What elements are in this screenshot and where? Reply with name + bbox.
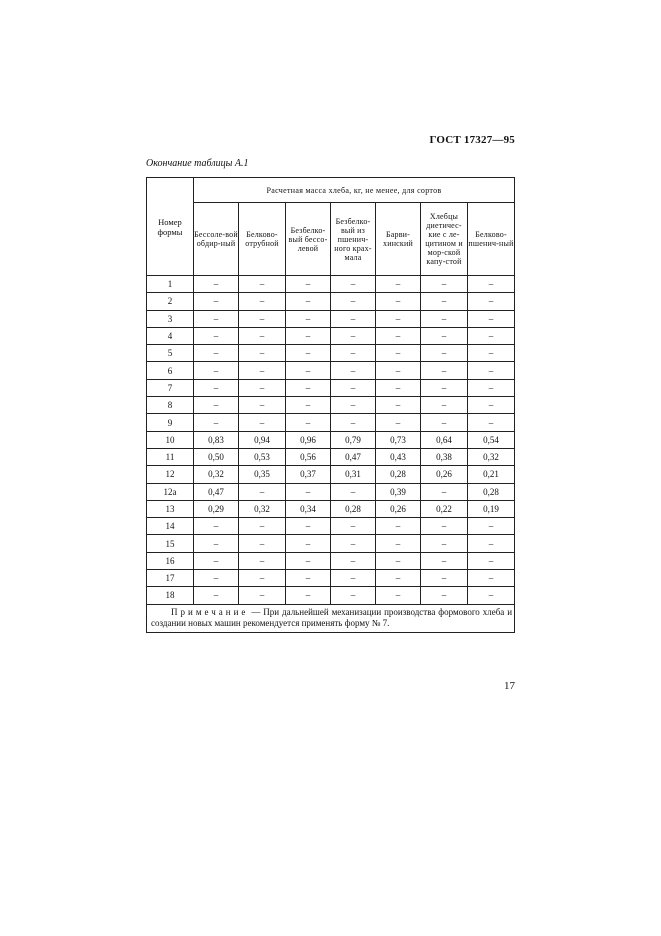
mass-value-cell: 0,83 bbox=[194, 431, 239, 448]
form-number-cell: 14 bbox=[147, 518, 194, 535]
mass-value-cell: 0,28 bbox=[376, 466, 421, 483]
mass-value-cell: 0,47 bbox=[194, 483, 239, 500]
mass-value-cell: – bbox=[468, 379, 515, 396]
mass-value-cell: – bbox=[239, 345, 286, 362]
mass-value-cell: 0,50 bbox=[194, 448, 239, 465]
form-number-cell: 7 bbox=[147, 379, 194, 396]
mass-value-cell: 0,28 bbox=[331, 500, 376, 517]
mass-value-cell: – bbox=[331, 362, 376, 379]
mass-value-cell: – bbox=[239, 518, 286, 535]
mass-value-cell: – bbox=[286, 310, 331, 327]
mass-value-cell: – bbox=[468, 345, 515, 362]
mass-value-cell: – bbox=[331, 535, 376, 552]
form-number-cell: 12а bbox=[147, 483, 194, 500]
mass-value-cell: 0,34 bbox=[286, 500, 331, 517]
mass-value-cell: 0,39 bbox=[376, 483, 421, 500]
mass-group-header: Расчетная масса хлеба, кг, не менее, для сортов bbox=[194, 178, 515, 203]
table-row bbox=[147, 448, 515, 465]
mass-value-cell: 0,32 bbox=[468, 448, 515, 465]
mass-value-cell: – bbox=[421, 414, 468, 431]
document-code: ГОСТ 17327—95 bbox=[429, 134, 515, 146]
mass-value-cell: – bbox=[286, 293, 331, 310]
mass-value-cell: – bbox=[286, 345, 331, 362]
mass-value-cell: – bbox=[331, 552, 376, 569]
mass-value-cell: 0,38 bbox=[421, 448, 468, 465]
mass-value-cell: – bbox=[331, 327, 376, 344]
mass-value-cell: – bbox=[286, 535, 331, 552]
mass-value-cell: – bbox=[331, 310, 376, 327]
table-row bbox=[147, 500, 515, 517]
form-number-cell: 8 bbox=[147, 397, 194, 414]
bread-mass-table bbox=[146, 177, 515, 633]
form-number-cell: 18 bbox=[147, 587, 194, 604]
mass-value-cell: – bbox=[468, 552, 515, 569]
mass-value-cell: – bbox=[376, 552, 421, 569]
table-row bbox=[147, 276, 515, 293]
mass-value-cell: – bbox=[239, 535, 286, 552]
mass-value-cell: – bbox=[331, 518, 376, 535]
mass-value-cell: – bbox=[286, 483, 331, 500]
mass-value-cell: 0,56 bbox=[286, 448, 331, 465]
mass-value-cell: – bbox=[376, 518, 421, 535]
mass-value-cell: 0,53 bbox=[239, 448, 286, 465]
mass-value-cell: – bbox=[421, 276, 468, 293]
column-header: Безбелко-вый из пшенич-ного крах-мала bbox=[331, 203, 376, 276]
table-row bbox=[147, 379, 515, 396]
mass-value-cell: – bbox=[286, 414, 331, 431]
mass-value-cell: 0,64 bbox=[421, 431, 468, 448]
mass-value-cell: 0,32 bbox=[239, 500, 286, 517]
mass-value-cell: 0,35 bbox=[239, 466, 286, 483]
mass-value-cell: – bbox=[421, 535, 468, 552]
mass-value-cell: – bbox=[194, 535, 239, 552]
mass-value-cell: – bbox=[376, 535, 421, 552]
mass-value-cell: – bbox=[194, 345, 239, 362]
mass-value-cell: – bbox=[239, 587, 286, 604]
mass-value-cell: – bbox=[421, 552, 468, 569]
mass-value-cell: 0,47 bbox=[331, 448, 376, 465]
mass-value-cell: – bbox=[194, 276, 239, 293]
mass-value-cell: – bbox=[468, 310, 515, 327]
column-header: Хлебцы диетичес-кие с ле-цитином и мор-ской капу-стой bbox=[421, 203, 468, 276]
table-row bbox=[147, 483, 515, 500]
page-number: 17 bbox=[504, 680, 515, 692]
mass-value-cell: – bbox=[194, 310, 239, 327]
form-number-cell: 9 bbox=[147, 414, 194, 431]
table-row bbox=[147, 431, 515, 448]
mass-value-cell: – bbox=[286, 276, 331, 293]
form-number-cell: 15 bbox=[147, 535, 194, 552]
form-number-cell: 13 bbox=[147, 500, 194, 517]
column-header: Белково-пшенич-ный bbox=[468, 203, 515, 276]
mass-value-cell: – bbox=[331, 587, 376, 604]
mass-value-cell: – bbox=[421, 570, 468, 587]
column-header: Бессоле-вой обдир-ный bbox=[194, 203, 239, 276]
mass-value-cell: – bbox=[376, 345, 421, 362]
table-row bbox=[147, 327, 515, 344]
mass-value-cell: 0,28 bbox=[468, 483, 515, 500]
mass-value-cell: – bbox=[286, 397, 331, 414]
mass-value-cell: – bbox=[286, 362, 331, 379]
mass-value-cell: – bbox=[194, 327, 239, 344]
mass-value-cell: – bbox=[194, 362, 239, 379]
mass-value-cell: – bbox=[376, 570, 421, 587]
mass-value-cell: – bbox=[468, 397, 515, 414]
note-text: — При дальнейшей механизации производства формового хлеба и создании новых машин рекомендуется применять форму № 7. bbox=[151, 606, 513, 628]
mass-value-cell: – bbox=[468, 518, 515, 535]
mass-value-cell: – bbox=[421, 293, 468, 310]
mass-value-cell: – bbox=[331, 483, 376, 500]
table-caption: Окончание таблицы А.1 bbox=[146, 158, 249, 169]
form-number-header: Номер формы bbox=[147, 178, 194, 276]
mass-value-cell: 0,54 bbox=[468, 431, 515, 448]
mass-value-cell: 0,32 bbox=[194, 466, 239, 483]
table-row bbox=[147, 552, 515, 569]
mass-value-cell: – bbox=[194, 414, 239, 431]
column-header: Безбелко-вый бессо-левой bbox=[286, 203, 331, 276]
mass-value-cell: – bbox=[194, 587, 239, 604]
mass-value-cell: – bbox=[286, 518, 331, 535]
mass-value-cell: – bbox=[331, 414, 376, 431]
mass-value-cell: – bbox=[468, 293, 515, 310]
form-number-cell: 5 bbox=[147, 345, 194, 362]
mass-value-cell: – bbox=[286, 327, 331, 344]
mass-value-cell: – bbox=[468, 327, 515, 344]
column-header: Барви-хинский bbox=[376, 203, 421, 276]
mass-value-cell: – bbox=[239, 483, 286, 500]
mass-value-cell: – bbox=[286, 570, 331, 587]
mass-value-cell: – bbox=[239, 552, 286, 569]
mass-value-cell: – bbox=[421, 310, 468, 327]
mass-value-cell: – bbox=[421, 379, 468, 396]
mass-value-cell: 0,29 bbox=[194, 500, 239, 517]
table-row bbox=[147, 535, 515, 552]
mass-value-cell: – bbox=[376, 362, 421, 379]
form-number-cell: 4 bbox=[147, 327, 194, 344]
form-number-cell: 2 bbox=[147, 293, 194, 310]
mass-value-cell: 0,73 bbox=[376, 431, 421, 448]
table-row bbox=[147, 414, 515, 431]
mass-value-cell: – bbox=[194, 379, 239, 396]
table-row bbox=[147, 518, 515, 535]
mass-value-cell: – bbox=[194, 518, 239, 535]
column-header: Белково-отрубной bbox=[239, 203, 286, 276]
mass-value-cell: – bbox=[421, 518, 468, 535]
mass-value-cell: – bbox=[376, 379, 421, 396]
form-number-cell: 11 bbox=[147, 448, 194, 465]
table-row bbox=[147, 362, 515, 379]
form-number-cell: 17 bbox=[147, 570, 194, 587]
mass-value-cell: – bbox=[468, 570, 515, 587]
mass-value-cell: 0,94 bbox=[239, 431, 286, 448]
mass-value-cell: – bbox=[421, 362, 468, 379]
mass-value-cell: 0,43 bbox=[376, 448, 421, 465]
mass-value-cell: – bbox=[376, 414, 421, 431]
mass-value-cell: – bbox=[331, 379, 376, 396]
mass-value-cell: 0,37 bbox=[286, 466, 331, 483]
mass-value-cell: – bbox=[194, 570, 239, 587]
form-number-cell: 12 bbox=[147, 466, 194, 483]
mass-value-cell: – bbox=[286, 552, 331, 569]
mass-value-cell: – bbox=[239, 276, 286, 293]
mass-value-cell: – bbox=[239, 570, 286, 587]
mass-value-cell: – bbox=[286, 379, 331, 396]
mass-value-cell: – bbox=[468, 535, 515, 552]
mass-value-cell: – bbox=[421, 483, 468, 500]
mass-value-cell: – bbox=[239, 310, 286, 327]
mass-value-cell: – bbox=[331, 276, 376, 293]
mass-value-cell: – bbox=[468, 276, 515, 293]
mass-value-cell: – bbox=[468, 414, 515, 431]
mass-value-cell: – bbox=[421, 587, 468, 604]
mass-value-cell: – bbox=[376, 310, 421, 327]
mass-value-cell: 0,31 bbox=[331, 466, 376, 483]
table-row bbox=[147, 397, 515, 414]
mass-value-cell: – bbox=[376, 587, 421, 604]
mass-value-cell: – bbox=[194, 397, 239, 414]
table-row bbox=[147, 293, 515, 310]
mass-value-cell: – bbox=[239, 414, 286, 431]
table-row bbox=[147, 310, 515, 327]
mass-value-cell: – bbox=[286, 587, 331, 604]
mass-value-cell: – bbox=[376, 293, 421, 310]
mass-value-cell: – bbox=[331, 345, 376, 362]
mass-value-cell: 0,21 bbox=[468, 466, 515, 483]
mass-value-cell: – bbox=[376, 327, 421, 344]
mass-value-cell: – bbox=[421, 345, 468, 362]
mass-value-cell: – bbox=[468, 587, 515, 604]
mass-value-cell: – bbox=[421, 397, 468, 414]
table-row bbox=[147, 345, 515, 362]
mass-value-cell: 0,26 bbox=[376, 500, 421, 517]
form-number-cell: 16 bbox=[147, 552, 194, 569]
form-number-cell: 6 bbox=[147, 362, 194, 379]
mass-value-cell: – bbox=[376, 276, 421, 293]
mass-value-cell: – bbox=[239, 362, 286, 379]
mass-value-cell: – bbox=[239, 379, 286, 396]
table-row bbox=[147, 466, 515, 483]
mass-value-cell: – bbox=[421, 327, 468, 344]
table-row bbox=[147, 587, 515, 604]
mass-value-cell: – bbox=[468, 362, 515, 379]
mass-value-cell: 0,22 bbox=[421, 500, 468, 517]
mass-value-cell: 0,79 bbox=[331, 431, 376, 448]
mass-value-cell: 0,96 bbox=[286, 431, 331, 448]
mass-value-cell: 0,26 bbox=[421, 466, 468, 483]
note-label: Примечание bbox=[171, 606, 249, 617]
form-number-cell: 1 bbox=[147, 276, 194, 293]
mass-value-cell: – bbox=[331, 293, 376, 310]
mass-value-cell: 0,19 bbox=[468, 500, 515, 517]
table-note bbox=[147, 604, 515, 632]
mass-value-cell: – bbox=[194, 552, 239, 569]
mass-value-cell: – bbox=[331, 397, 376, 414]
mass-value-cell: – bbox=[239, 293, 286, 310]
mass-value-cell: – bbox=[239, 327, 286, 344]
mass-value-cell: – bbox=[331, 570, 376, 587]
mass-value-cell: – bbox=[376, 397, 421, 414]
form-number-cell: 10 bbox=[147, 431, 194, 448]
mass-value-cell: – bbox=[239, 397, 286, 414]
table-row bbox=[147, 570, 515, 587]
mass-value-cell: – bbox=[194, 293, 239, 310]
form-number-cell: 3 bbox=[147, 310, 194, 327]
